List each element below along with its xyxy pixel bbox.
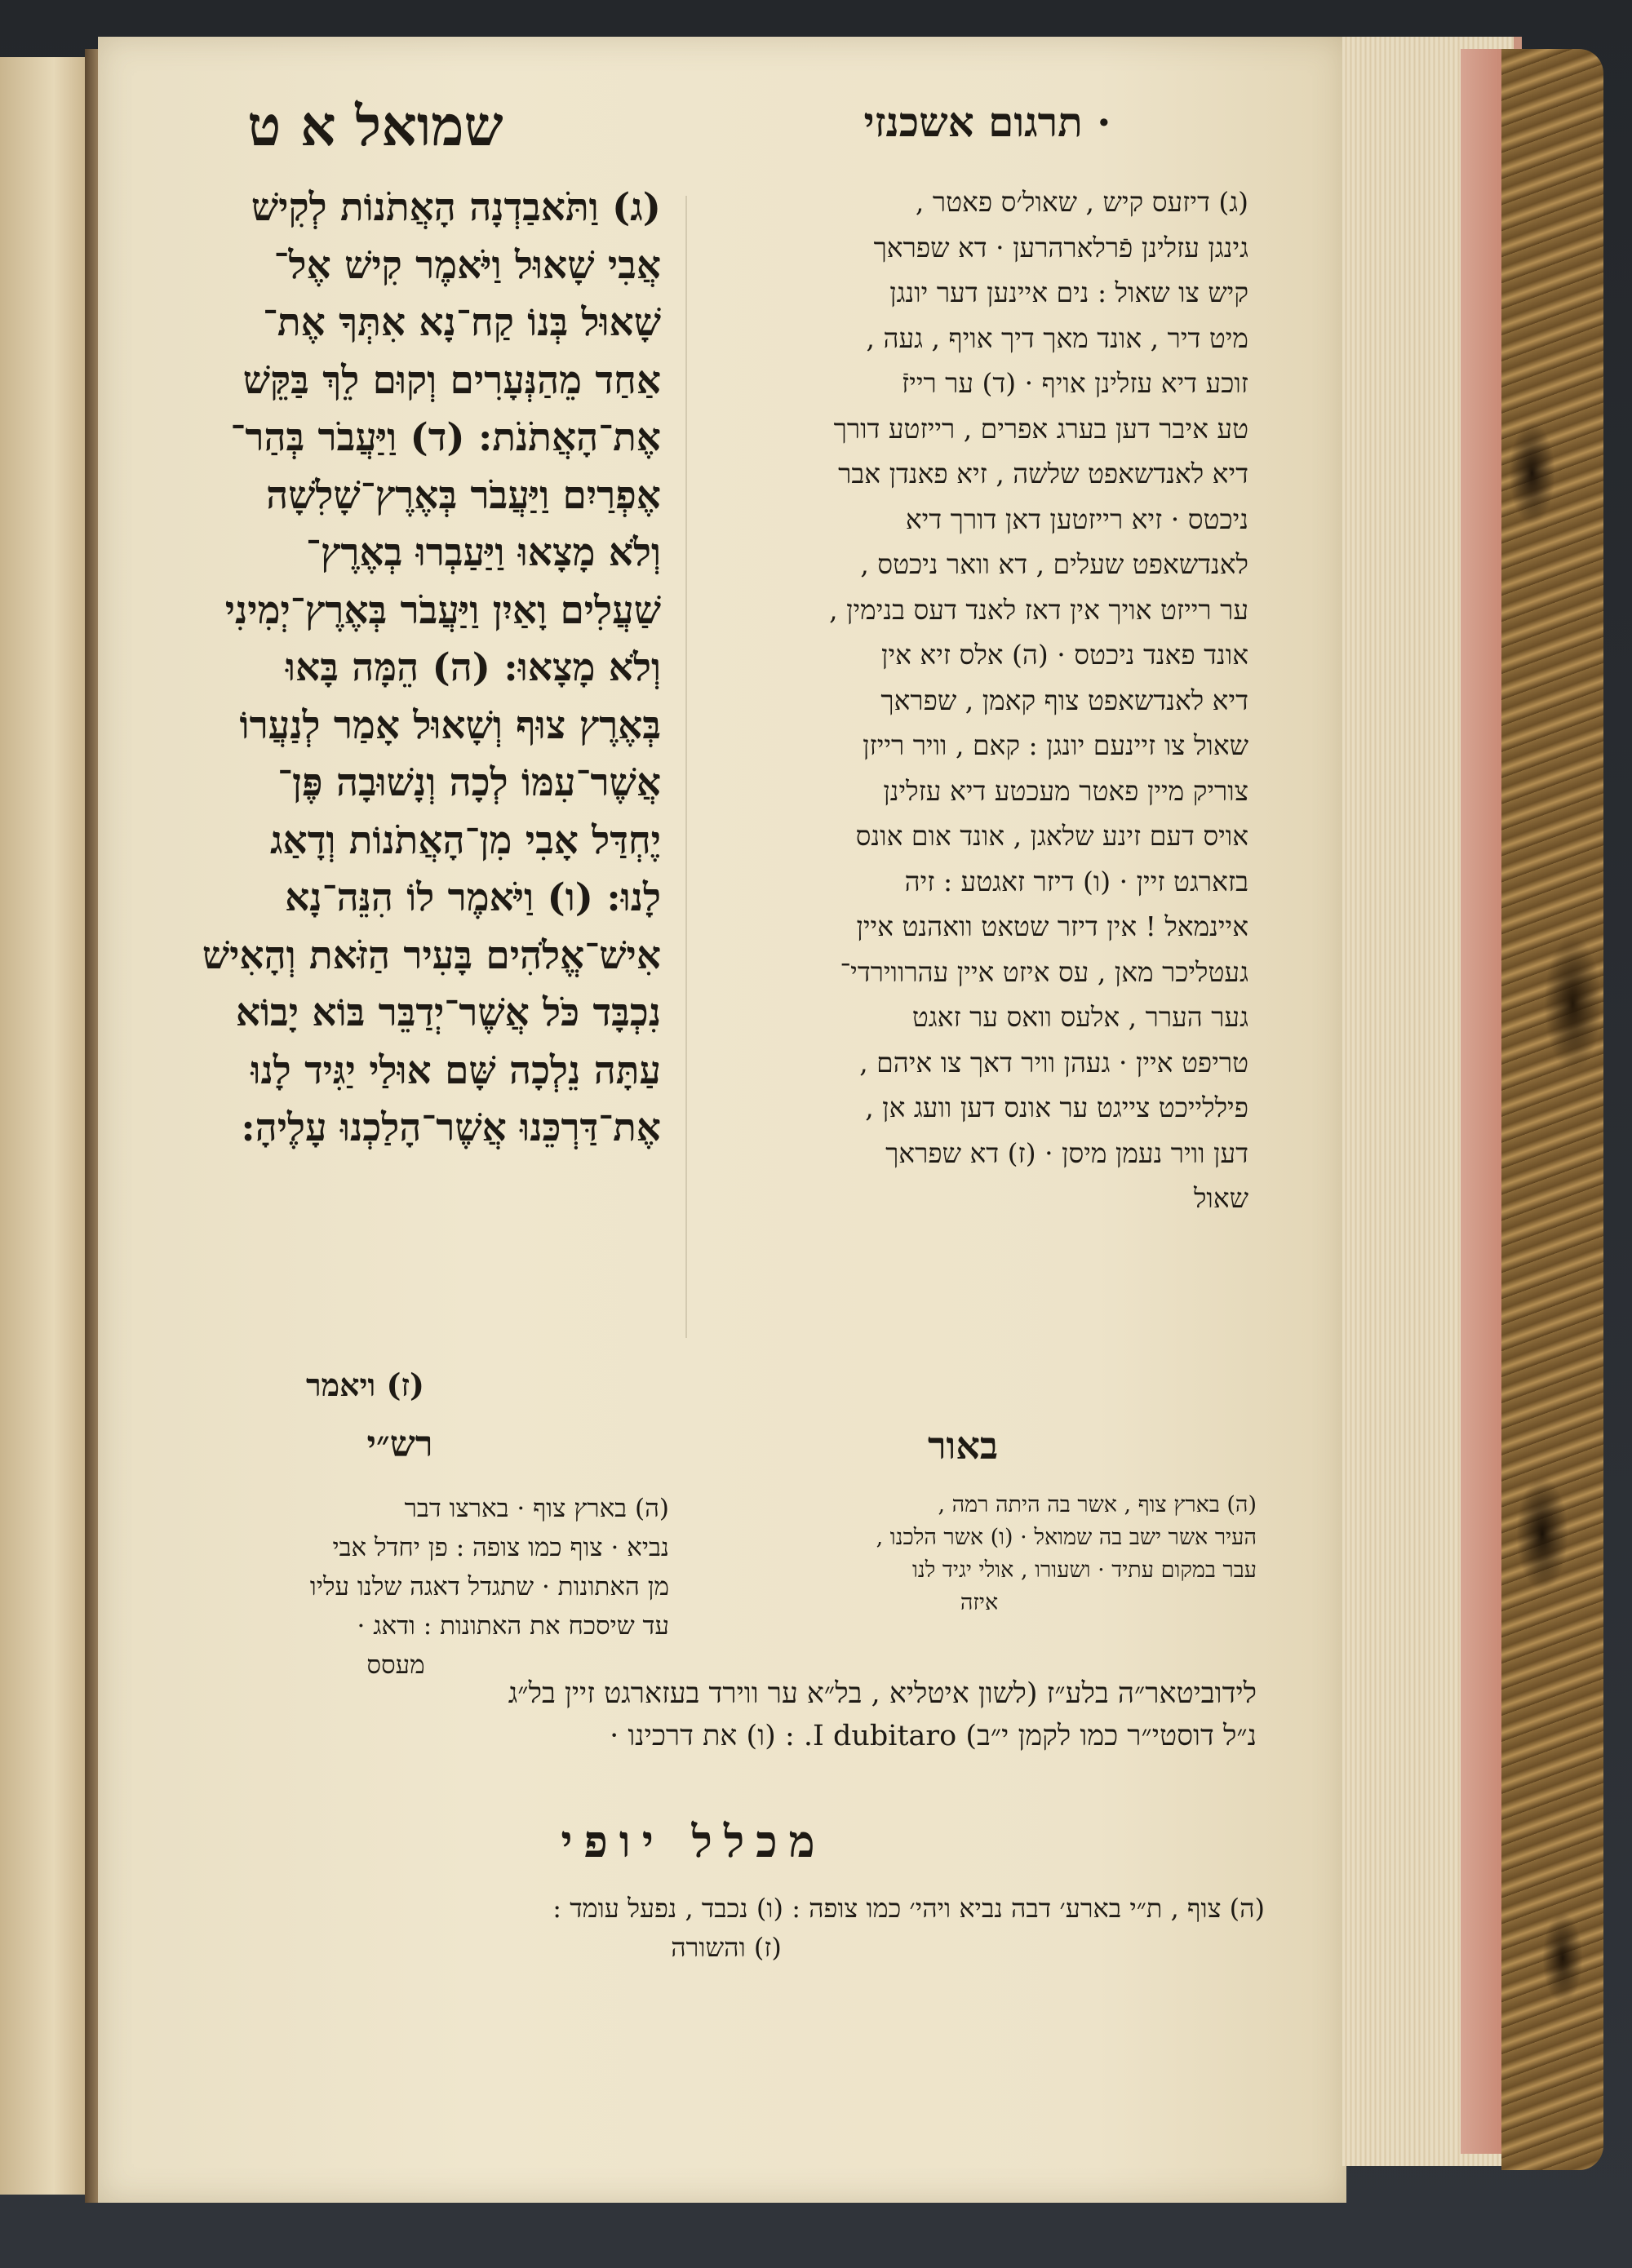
hebrew-line: שָׁאוּל בְּנוֹ קַח־נָא אִתְּךָ אֶת־ [262, 300, 661, 345]
translation-line: דיא לאנדשאפט צוף קאמן , שפראך [880, 684, 1248, 716]
translation-line: שאול צו זיינעם יונגן : קאם , וויר רייזן [863, 729, 1248, 761]
mikhlal-yofi-notes [188, 1889, 1265, 1987]
hebrew-line: בְּאֶרֶץ צוּף וְשָׁאוּל אָמַר לְנַעֲרוֹ [239, 702, 661, 748]
translation-line: קיש צו שאול : נים איינען דער יונגן [889, 277, 1248, 308]
hebrew-line: אַחַד מֵהַנְּעָרִים וְקוּם לֵךְ בַּקֵּשׁ [242, 357, 661, 403]
catchword: (ז) ויאמר [305, 1367, 424, 1403]
translation-line: גינגן עזלינן פֿרלארהרען · דא שפראך [873, 231, 1248, 264]
note-line: נ״ל דוסטי״ר כמו לקמן י״ב) I dubitaro. : (ו) את דרכינו · [610, 1720, 1257, 1752]
translation-line: דען וויר נעמן מיסן · (ז) דא שפראך [885, 1136, 1248, 1169]
translation-line: שאול [1193, 1182, 1248, 1214]
rashi-commentary [122, 1489, 669, 1685]
note-line: לידוביטאר״ה בלע״ז (לשון איטליא , בל״א ער ווירד בעזארגט זיין בל״ג [508, 1677, 1257, 1710]
translation-line: (ג) דיזעס קיש , שאול׳ס פאטר , [915, 186, 1248, 218]
biur-line: איזה [960, 1590, 999, 1615]
hebrew-line: אֶת־הָאֲתֹנֹת: (ד) וַיַּעֲבֹר בְּהַר־ [230, 415, 661, 460]
foreign-word-notes [122, 1672, 1257, 1819]
translation-line: אויס דעם זינע שלאגן , אונד אום אונס [855, 820, 1248, 852]
biur-commentary [702, 1489, 1257, 1668]
hebrew-line: שַׁעֲלִים וָאַיִן וַיַּעֲבֹר בְּאֶרֶץ־יְמִינִי [224, 587, 661, 633]
translation-line: טריפט איין · געהן וויר דאך צו איהם , [859, 1046, 1248, 1079]
column-divider [685, 196, 687, 1338]
mikhlal-line: (ה) צוף , ת״י בארע׳ דבה נביא ויהי׳ כמו צופה : (ו) נכבד , נפעל עומד : [552, 1893, 1265, 1924]
marbled-cover [1501, 49, 1603, 2170]
hebrew-line: (ג) וַתֹּאבַדְנָה הָאֲתֹנוֹת לְקִישׁ [251, 185, 661, 230]
running-title-left: שמואל א ט [247, 94, 503, 159]
rashi-line: מן האתונות · שתגדל דאגה שלנו עליו [309, 1572, 669, 1601]
translation-line: מיט דיר , אונד מאך דיך אויף , געה , [866, 321, 1248, 354]
biur-heading: באור [927, 1424, 999, 1468]
biur-line: עבר במקום עתיד · ושעורו , אולי יגיד לנו [912, 1557, 1257, 1583]
rashi-line: נביא · צוף כמו צופה : פן יחדל אבי [332, 1533, 669, 1562]
hebrew-line: וְלֹא מָצָאוּ וַיַּעַבְרוּ בְאֶרֶץ־ [305, 530, 661, 575]
rashi-line: עד שיסכח את האתונות : ודאג · [357, 1611, 669, 1641]
hebrew-text-column [122, 179, 661, 1444]
translation-line: גער הערר , אלעס וואס ער זאגט [911, 1001, 1248, 1033]
running-title-right: · תרגום אשכנזי [863, 98, 1111, 146]
hebrew-line: אֶפְרַיִם וַיַּעֲבֹר בְּאֶרֶץ־שָׁלִשָׁה [266, 472, 661, 518]
hebrew-line: נִכְבָּד כֹּל אֲשֶׁר־יְדַבֵּר בּוֹא יָבוֹא [235, 990, 661, 1035]
rashi-line: (ה) בארץ צוף · בארצו דבר [404, 1494, 669, 1523]
biur-line: העיר אשר ישב בה שמואל · (ו) אשר הלכנו , [876, 1525, 1257, 1550]
translation-line: פיללייכט צייגט ער אונס דען וועג אן , [865, 1092, 1248, 1123]
translation-line: איינמאל ! אין דיזר שטאט וואהנט איין [856, 910, 1248, 942]
translation-line: זוכע דיא עזלינן אויף · (ד) ער רייזֿ [901, 367, 1248, 399]
hebrew-line: אִישׁ־אֱלֹהִים בָּעִיר הַזֹּאת וְהָאִישׁ [202, 932, 661, 978]
hebrew-line: אֲבִי שָׁאוּל וַיֹּאמֶר קִישׁ אֶל־ [273, 242, 661, 288]
translation-line: ער רייזט אויך אין דאז לאנד דעס בנימין , [829, 593, 1248, 626]
mikhlal-line: (ז) והשורה [671, 1932, 782, 1963]
translation-line: דיא לאנדשאפט שלשה , זיא פאנדן אבר [838, 458, 1248, 489]
red-page-edges [1461, 49, 1501, 2154]
rashi-line: מעסס [366, 1650, 425, 1680]
hebrew-line: לָנוּ: (ו) וַיֹּאמֶר לוֹ הִנֵּה־נָא [285, 875, 661, 920]
translation-line: אונד פאנד ניכטס · (ה) אלס זיא אין [881, 639, 1248, 671]
translation-line: טע איבר דען בערג אפרים , רייזטע דורך [833, 412, 1248, 445]
translation-line: לאנדשאפט שעלים , דא וואר ניכטס , [860, 548, 1248, 580]
translation-column [702, 179, 1248, 1322]
translation-line: צוריק מיין פאטר מעכטע דיא עזלינן [883, 774, 1248, 807]
hebrew-line: עַתָּה נֵלְכָה שָּׁם אוּלַי יַגִּיד לָנוּ [251, 1048, 661, 1093]
hebrew-line: אֶת־דַּרְכֵּנוּ אֲשֶׁר־הָלַכְנוּ עָלֶיהָ: [241, 1105, 661, 1150]
translation-line: בזארגט זיין · (ו) דיזר זאגטע : זיה [904, 865, 1248, 897]
translation-line: געטליכר מאן , עס איזט איין עהרווירדי־ [840, 955, 1248, 988]
hebrew-line: וְלֹא מָצָאוּ: (ה) הֵמָּה בָּאוּ [286, 645, 661, 690]
hebrew-line: יֶחְדַּל אָבִי מִן־הָאֲתֹנוֹת וְדָאַג [270, 817, 661, 863]
facing-page-edge [0, 57, 95, 2195]
hebrew-line: אֲשֶׁר־עִמּוֹ לְכָה וְנָשׁוּבָה פֶּן־ [277, 760, 661, 805]
rashi-heading: רש״י [366, 1424, 433, 1465]
biur-line: (ה) בארץ צוף , אשר בה היתה רמה , [938, 1492, 1257, 1517]
mikhlal-yofi-heading: מכלל יופי [561, 1815, 827, 1867]
translation-line: ניכטס · זיא רייזטען דאן דורך דיא [905, 503, 1248, 535]
